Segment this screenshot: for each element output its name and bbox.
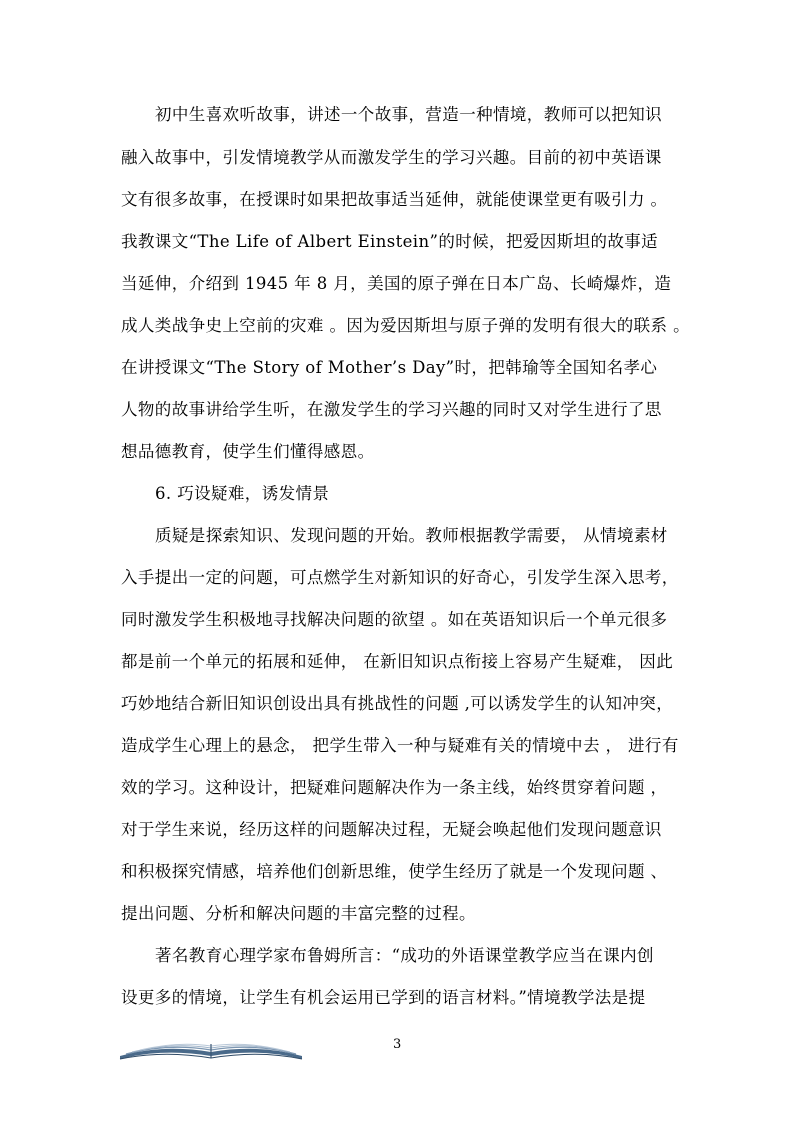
body-line-15: 巧妙地结合新旧知识创设出具有挑战性的问题 ,可以诱发学生的认知冲突， bbox=[121, 694, 674, 713]
body-line-1: 初中生喜欢听故事，讲述一个故事，营造一种情境，教师可以把知识 bbox=[155, 105, 662, 124]
body-line-14: 都是前一个单元的拓展和延伸， 在新旧知识点衔接上容易产生疑难， 因此 bbox=[121, 652, 674, 671]
body-line-12: 入手提出一定的问题，可点燃学生对新知识的好奇心，引发学生深入思考， bbox=[121, 568, 679, 587]
open-book-icon bbox=[118, 1032, 304, 1062]
page-number: 3 bbox=[393, 1037, 402, 1052]
body-line-7: 在讲授课文“The Story of Mother’s Day”时，把韩瑜等全国知名孝心 bbox=[121, 358, 658, 377]
body-line-17: 效的学习。这种设计，把疑难问题解决作为一条主线，始终贯穿着问题 ， bbox=[121, 778, 668, 797]
body-line-6: 成人类战争史上空前的灾难 。因为爱因斯坦与原子弹的发明有很大的联系 。 bbox=[121, 316, 690, 335]
body-line-3: 文有很多故事，在授课时如果把故事适当延伸，就能使课堂更有吸引力 。 bbox=[121, 190, 668, 209]
body-line-19: 和积极探究情感，培养他们创新思维，使学生经历了就是一个发现问题 、 bbox=[121, 862, 668, 881]
body-line-5: 当延伸，介绍到 1945 年 8 月，美国的原子弹在日本广岛、长崎爆炸，造 bbox=[121, 274, 672, 293]
body-line-13: 同时激发学生积极地寻找解决问题的欲望 。如在英语知识后一个单元很多 bbox=[121, 610, 668, 629]
body-line-2: 融入故事中，引发情境教学从而激发学生的学习兴趣。目前的初中英语课 bbox=[121, 148, 662, 167]
body-line-9: 想品德教育，使学生们懂得感恩。 bbox=[121, 442, 375, 461]
body-line-20: 提出问题、分析和解决问题的丰富完整的过程。 bbox=[121, 904, 476, 923]
body-line-8: 人物的故事讲给学生听，在激发学生的学习兴趣的同时又对学生进行了思 bbox=[121, 400, 662, 419]
body-line-22: 设更多的情境，让学生有机会运用已学到的语言材料。”情境教学法是提 bbox=[121, 988, 646, 1007]
section-heading: 6. 巧设疑难，诱发情景 bbox=[155, 484, 330, 503]
body-line-21: 著名教育心理学家布鲁姆所言：“成功的外语课堂教学应当在课内创 bbox=[155, 946, 654, 965]
body-line-18: 对于学生来说，经历这样的问题解决过程，无疑会唤起他们发现问题意识 bbox=[121, 820, 662, 839]
body-line-4: 我教课文“The Life of Albert Einstein”的时候，把爱因斯坦的故事适 bbox=[121, 232, 659, 251]
body-line-11: 质疑是探索知识、发现问题的开始。教师根据教学需要， 从情境素材 bbox=[155, 526, 668, 545]
body-line-16: 造成学生心理上的悬念， 把学生带入一种与疑难有关的情境中去 ， 进行有 bbox=[121, 736, 679, 755]
